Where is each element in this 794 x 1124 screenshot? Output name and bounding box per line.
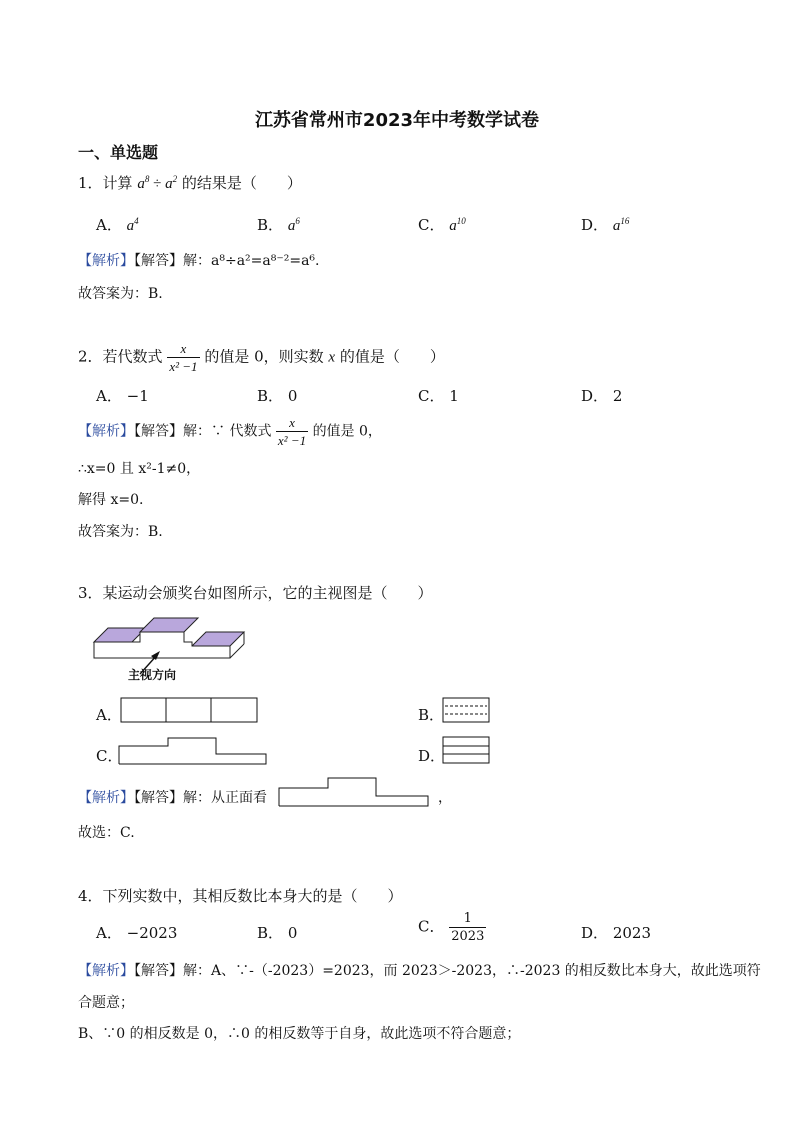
question-4-stem: 4．下列实数中，其相反数比本身大的是（ ）: [78, 887, 403, 905]
q3-option-b-label: B．: [418, 706, 445, 724]
q4-analysis-line-3: B、∵0 的相反数是 0，∴0 的相反数等于自身，故此选项不符合题意；: [78, 1026, 521, 1042]
q2-line-2: ∴x=0 且 x²-1≠0，: [78, 461, 201, 477]
question-3-stem: 3．某运动会颁奖台如图所示，它的主视图是（ ）: [78, 584, 433, 602]
q3-option-a-label: A．: [96, 706, 122, 724]
q2-line-3: 解得 x=0.: [78, 492, 144, 508]
q3-option-d-figure: [442, 736, 492, 766]
q3-option-a-figure: [120, 697, 260, 725]
q2-option-c: C． 1: [418, 387, 459, 405]
section-heading: 一、单选题: [78, 143, 159, 162]
q3-analysis-end: ，: [438, 790, 452, 806]
q2-analysis: 【解析】【解答】解：∵ 代数式 $\frac{x}{\text{x² −1}}$ 的值是 0，: [78, 415, 382, 448]
q3-option-c-figure: [118, 736, 268, 766]
question-2-stem: 2．若代数式 $\frac{x}{\text{x² −1}}$ 的值是 0，则实数 x 的值是（ ）: [78, 341, 445, 374]
q3-analysis: 【解析】【解答】解：从正面看: [78, 790, 267, 806]
q2-answer: 故答案为：B.: [78, 524, 163, 540]
figure-label: 主视方向: [128, 668, 177, 682]
q1-option-a: A． $a^4$: [96, 216, 139, 234]
q2-fraction: $\frac{x}{\text{x² −1}}$: [169, 341, 198, 374]
q4-option-d: D． 2023: [581, 924, 651, 942]
q1-option-c: C． $a^{10}$: [418, 216, 466, 234]
q4-option-b: B． 0: [257, 924, 298, 942]
q3-option-d-label: D．: [418, 747, 446, 765]
q2-analysis-fraction: $\frac{x}{\text{x² −1}}$: [277, 415, 307, 448]
q1-option-d: D． $a^{16}$: [581, 216, 630, 234]
q4-analysis-line-2: 合题意；: [78, 995, 134, 1011]
q4-option-a: A． −2023: [96, 924, 178, 942]
q4-analysis-line-1: 【解析】【解答】解：A、∵-（-2023）=2023，而 2023＞-2023，∴-2023 的相反数比本身大，故此选项符: [78, 963, 761, 979]
q2-option-a: A． −1: [96, 387, 149, 405]
q1-answer: 故答案为：B.: [78, 286, 163, 302]
q3-analysis-figure: [278, 776, 430, 808]
q3-option-c-label: C．: [96, 747, 123, 765]
question-1-stem: 1．计算 $a^8 \div a^2$ 的结果是（ ）: [78, 174, 302, 192]
q1-option-b: B． $a^6$: [257, 216, 300, 234]
q1-analysis: 【解析】【解答】解：a⁸÷a²=a⁸⁻²=a⁶.: [78, 253, 320, 269]
page-title: 江苏省常州市2023年中考数学试卷: [254, 110, 540, 131]
q2-option-d: D． 2: [581, 387, 623, 405]
q3-option-b-figure: [442, 697, 492, 725]
q4-option-c: C． $\frac{1}{2023}$: [418, 911, 485, 944]
q3-answer: 故选：C.: [78, 825, 135, 841]
q2-option-b: B． 0: [257, 387, 298, 405]
q1-expression: $a^8 \div a^2$: [137, 174, 178, 192]
